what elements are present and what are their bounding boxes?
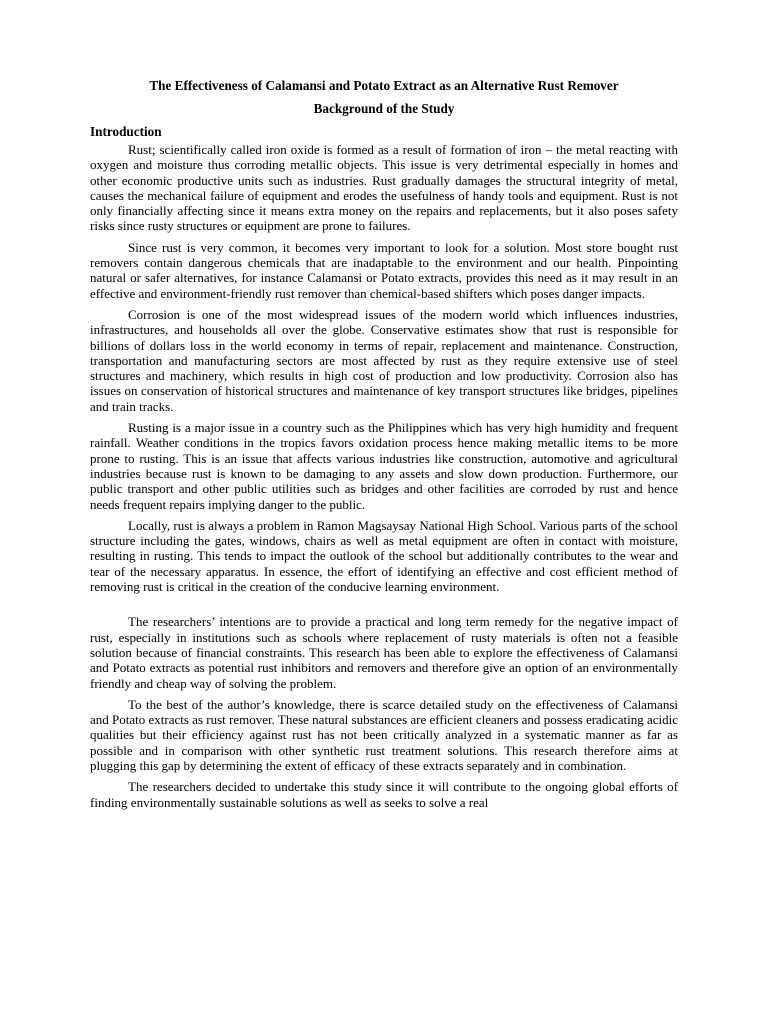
body-paragraph: Corrosion is one of the most widespread issues of the modern world which influences industries, infrastructures, and households all over the globe. Conservative estimates show that rust is responsible for billions of dollars loss in the world economy in terms of repair, replacement and maintenance. Construction, transportation and manufacturing sectors are most affected by rust as they require extensive use of steel structures and machinery, which results in high cost of production and low productivity. Corrosion also has issues on conservation of historical structures and maintenance of key transport structures like bridges, pipelines and train tracks. [90,306,678,414]
body-paragraph: The researchers’ intentions are to provide a practical and long term remedy for the negative impact of rust, especially in institutions such as schools where replacement of rusty materials is often not a feasible solution because of financial constraints. This research has been able to explore the effectiveness of Calamansi and Potato extracts as potential rust inhibitors and removers and therefore give an option of an environmentally friendly and cheap way of solving the problem. [90,614,678,691]
body-paragraph: Locally, rust is always a problem in Ramon Magsaysay National High School. Various parts of the school structure including the gates, windows, chairs as well as metal equipment are often in contact with moisture, resulting in rusting. This tends to impact the outlook of the school but additionally contributes to the wear and tear of the necessary apparatus. In essence, the effort of identifying an effective and cost efficient method of removing rust is critical in the creation of the conducive learning environment. [90,517,678,595]
introduction-heading: Introduction [90,124,162,139]
body-paragraph: Rusting is a major issue in a country such as the Philippines which has very high humidity and frequent rainfall. Weather conditions in the tropics favors oxidation process hence making metallic items to be more prone to rusting. This is an issue that affects various industries like construction, automotive and agricultural industries because rust is known to be damaging to any assets and slow down production. Furthermore, our public transport and other public utilities such as bridges and other facilities are corroded by rust and hence needs frequent repairs implying danger to the public. [90,420,678,512]
body-paragraph: To the best of the author’s knowledge, there is scarce detailed study on the effectiveness of Calamansi and Potato extracts as rust remover. These natural substances are efficient cleaners and possess eradicating acidic qualities but their efficiency against rust has not been critically analyzed in a systematic manner as far as possible and in comparison with other synthetic rust treatment solutions. This research therefore aims at plugging this gap by determining the extent of efficacy of these extracts separately and in combination. [90,696,678,773]
body-paragraph: Rust; scientifically called iron oxide is formed as a result of formation of iron – the metal reacting with oxygen and moisture thus corroding metallic objects. This issue is very detrimental especially in homes and other economic productive units such as industries. Rust gradually damages the structural integrity of metal, causes the mechanical failure of equipment and erodes the usefulness of handy tools and equipment. Rust is not only financially affecting since it means extra money on the repairs and replacements, but it also poses safety risks since rusty structures or equipment are prone to failures. [90,142,678,234]
body-paragraph: The researchers decided to undertake this study since it will contribute to the ongoing global efforts of finding environmentally sustainable solutions as well as seeks to solve a real [90,779,678,810]
body-paragraph: Since rust is very common, it becomes very important to look for a solution. Most store bought rust removers contain dangerous chemicals that are inadaptable to the environment and our health. Pinpointing natural or safer alternatives, for instance Calamansi or Potato extracts, provides this need as it may result in an effective and environment-friendly rust remover than chemical-based shifters which poses danger impacts. [90,239,678,301]
section-title: Background of the Study [313,101,455,116]
document-title: The Effectiveness of Calamansi and Potato Extract as an Alternative Rust Remover [149,78,619,93]
